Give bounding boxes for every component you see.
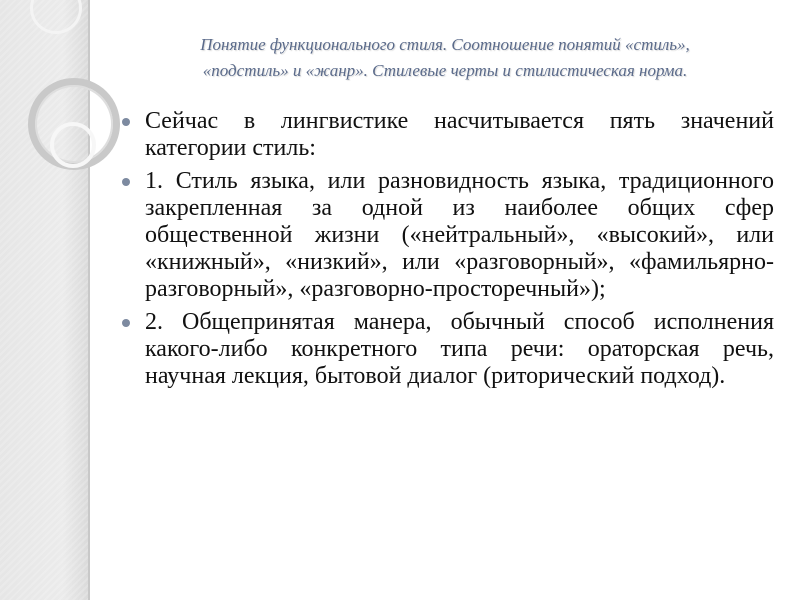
bullet-item xyxy=(120,168,774,303)
bullet-text: 2. Общепринятая манера, обычный способ исполнения какого-либо конкретного типа речи: ораторская речь, научная лекция, бытовой диалог (риторический подход). xyxy=(145,309,774,389)
slide-title xyxy=(120,32,770,84)
bullet-dot-icon xyxy=(122,319,130,327)
bullet-item xyxy=(120,309,774,390)
slide-title-line-1: Понятие функционального стиля. Соотношение понятий «стиль», xyxy=(200,35,690,54)
bullet-item xyxy=(120,108,774,162)
bullet-text: Сейчас в лингвистике насчитывается пять значений категории стиль: xyxy=(145,108,774,161)
slide-title-line-2: «подстиль» и «жанр». Стилевые черты и стилистическая норма. xyxy=(202,61,688,80)
decorative-ring-small xyxy=(50,122,96,168)
bullet-dot-icon xyxy=(122,178,130,186)
bullet-dot-icon xyxy=(122,118,130,126)
bullet-text: 1. Стиль языка, или разновидность языка, традиционного закрепленная за одной из наиболее общих сфер общественной жизни («нейтральный», «высокий», или «книжный», «низкий», или «разговорный», «фамильярно-разговорный», «разговорно-просторечный»); xyxy=(145,168,774,302)
slide-body xyxy=(120,108,774,396)
